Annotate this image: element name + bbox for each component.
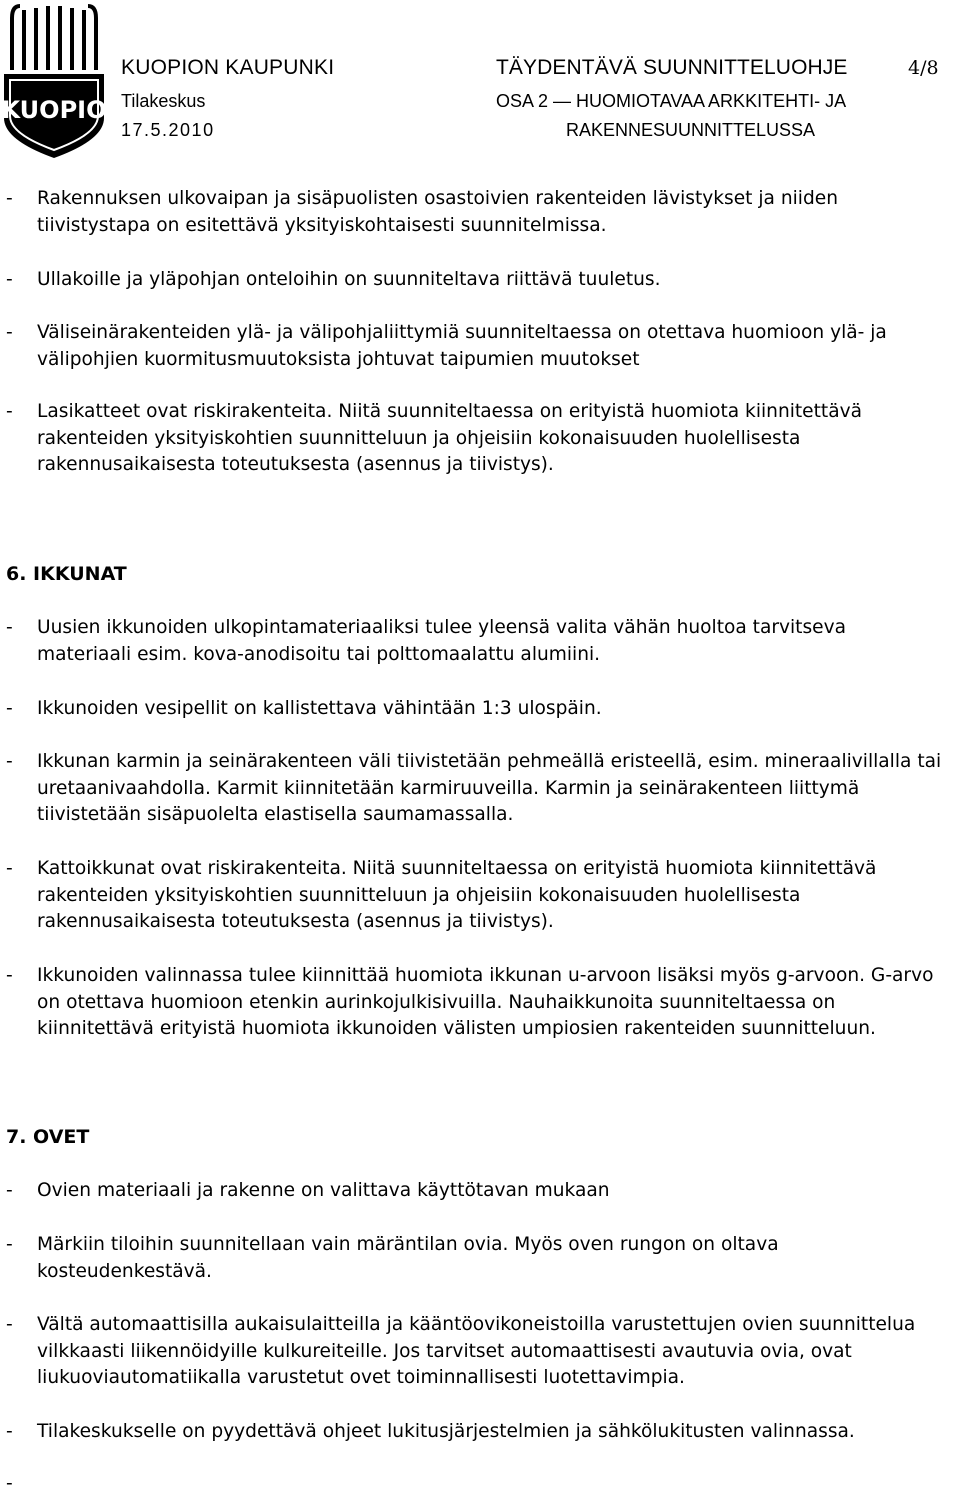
- kuopio-coat-of-arms-logo: [0, 0, 108, 160]
- bullet-dash: -: [6, 1314, 13, 1335]
- header-doc-title: TÄYDENTÄVÄ SUUNNITTELUOHJE: [496, 56, 848, 79]
- list-item: [6, 399, 946, 479]
- list-item-text: Ullakoille ja yläpohjan onteloihin on suunniteltava riittävä tuuletus.: [37, 269, 661, 290]
- list-item: [6, 267, 946, 294]
- list-item-text: Vältä automaattisilla aukaisulaitteilla ja kääntöovikoneistoilla varustettujen ovien suunnittelua vilkkaasti liikennöidyille kulkureiteille. Jos tarvitset automaattisesti avautuvia ovia, ovat liukuoviautomatiikalla varustetut ovet toiminnallisesti luotettavimpia.: [37, 1314, 916, 1388]
- bullet-dash: -: [6, 1421, 13, 1442]
- list-item: [6, 963, 946, 1043]
- bullet-dash: -: [6, 322, 13, 343]
- logo-wordmark: KUOPIO: [1, 96, 107, 124]
- bullet-dash: -: [6, 401, 13, 422]
- list-item-text: Ikkunoiden vesipellit on kallistettava vähintään 1:3 ulospäin.: [37, 698, 602, 719]
- list-item: [6, 749, 946, 829]
- bullet-dash: -: [6, 188, 13, 209]
- bullet-dash: -: [6, 1180, 13, 1201]
- bullet-dash: -: [6, 617, 13, 638]
- header-part: OSA 2 — HUOMIOTAVAA ARKKITEHTI- JA: [496, 91, 847, 111]
- page-number: 4/8: [908, 57, 939, 79]
- list-item-text: Ikkunan karmin ja seinärakenteen väli tiivistetään pehmeällä eristeellä, esim. mineraalivillalla tai uretaanivaahdolla. Karmit kiinnitetään karmiruuveilla. Karmin ja seinärakenteen liittymä tiivistetään sisäpuolelta elastisella saumamassalla.: [37, 751, 942, 825]
- bullet-dash: -: [6, 751, 13, 772]
- list-item: [6, 186, 946, 239]
- list-item-text: Väliseinärakenteiden ylä- ja välipohjaliittymiä suunniteltaessa on otettava huomioon ylä- ja välipohjien kuormitusmuutoksista johtuvat taipumien muutokset: [37, 322, 887, 370]
- bullet-dash: -: [6, 965, 13, 986]
- page-header: [0, 0, 960, 160]
- bullet-dash: -: [6, 1473, 13, 1494]
- bullet-dash: -: [6, 1234, 13, 1255]
- list-item: [6, 1312, 946, 1392]
- list-item-text: Ovien materiaali ja rakenne on valittava käyttötavan mukaan: [37, 1180, 610, 1201]
- list-item-text: Tilakeskukselle on pyydettävä ohjeet lukitusjärjestelmien ja sähkölukitusten valinnassa.: [37, 1421, 855, 1442]
- header-unit: Tilakeskus: [121, 91, 206, 111]
- bullet-dash: -: [6, 698, 13, 719]
- list-item: [6, 320, 946, 373]
- list-item: [6, 1178, 946, 1205]
- list-item-text: Rakennuksen ulkovaipan ja sisäpuolisten osastoivien rakenteiden lävistykset ja niiden tiivistystapa on esitettävä yksityiskohtaisesti suunnitelmissa.: [37, 188, 838, 236]
- section-heading-doors: 7. OVET: [6, 1126, 90, 1148]
- bullet-dash: -: [6, 858, 13, 879]
- bullet-dash: -: [6, 269, 13, 290]
- header-date: 17.5.2010: [121, 120, 215, 140]
- list-item: [6, 615, 946, 668]
- list-item-text: Uusien ikkunoiden ulkopintamateriaaliksi tulee yleensä valita vähän huoltoa tarvitseva materiaali esim. kova-anodisoitu tai polttomaalattu alumiini.: [37, 617, 846, 665]
- list-item: [6, 1419, 946, 1446]
- section-heading-windows: 6. IKKUNAT: [6, 563, 127, 585]
- list-item: [6, 1232, 946, 1285]
- header-part-continued: RAKENNESUUNNITTELUSSA: [566, 120, 816, 140]
- list-item: [6, 856, 946, 936]
- list-item: [6, 696, 946, 723]
- list-item-text: Märkiin tiloihin suunnitellaan vain märäntilan ovia. Myös oven rungon on oltava kosteudenkestävä.: [37, 1234, 779, 1282]
- list-item-text: Lasikatteet ovat riskirakenteita. Niitä suunniteltaessa on erityistä huomiota kiinnitettävä rakenteiden yksityiskohtien suunnitteluun ja ohjeisiin kokonaisuuden huolellisesta rakennusaikaisesta toteutuksesta (asennus ja tiivistys).: [37, 401, 862, 475]
- header-city: KUOPION KAUPUNKI: [121, 56, 335, 79]
- list-item-text: Ikkunoiden valinnassa tulee kiinnittää huomiota ikkunan u-arvoon lisäksi myös g-arvoon. G-arvo on otettava huomioon etenkin aurinkojulkisivuilla. Nauhaikkunoita suunniteltaessa on kiinnitettävä erityistä huomiota ikkunoiden välisten umpiosien rakenteiden suunnitteluun.: [37, 965, 934, 1039]
- list-item-text: Kattoikkunat ovat riskirakenteita. Niitä suunniteltaessa on erityistä huomiota kiinnitettävä rakenteiden yksityiskohtien suunnitteluun ja ohjeisiin kokonaisuuden huolellisesta rakennusaikaisesta toteutuksesta (asennus ja tiivistys).: [37, 858, 877, 932]
